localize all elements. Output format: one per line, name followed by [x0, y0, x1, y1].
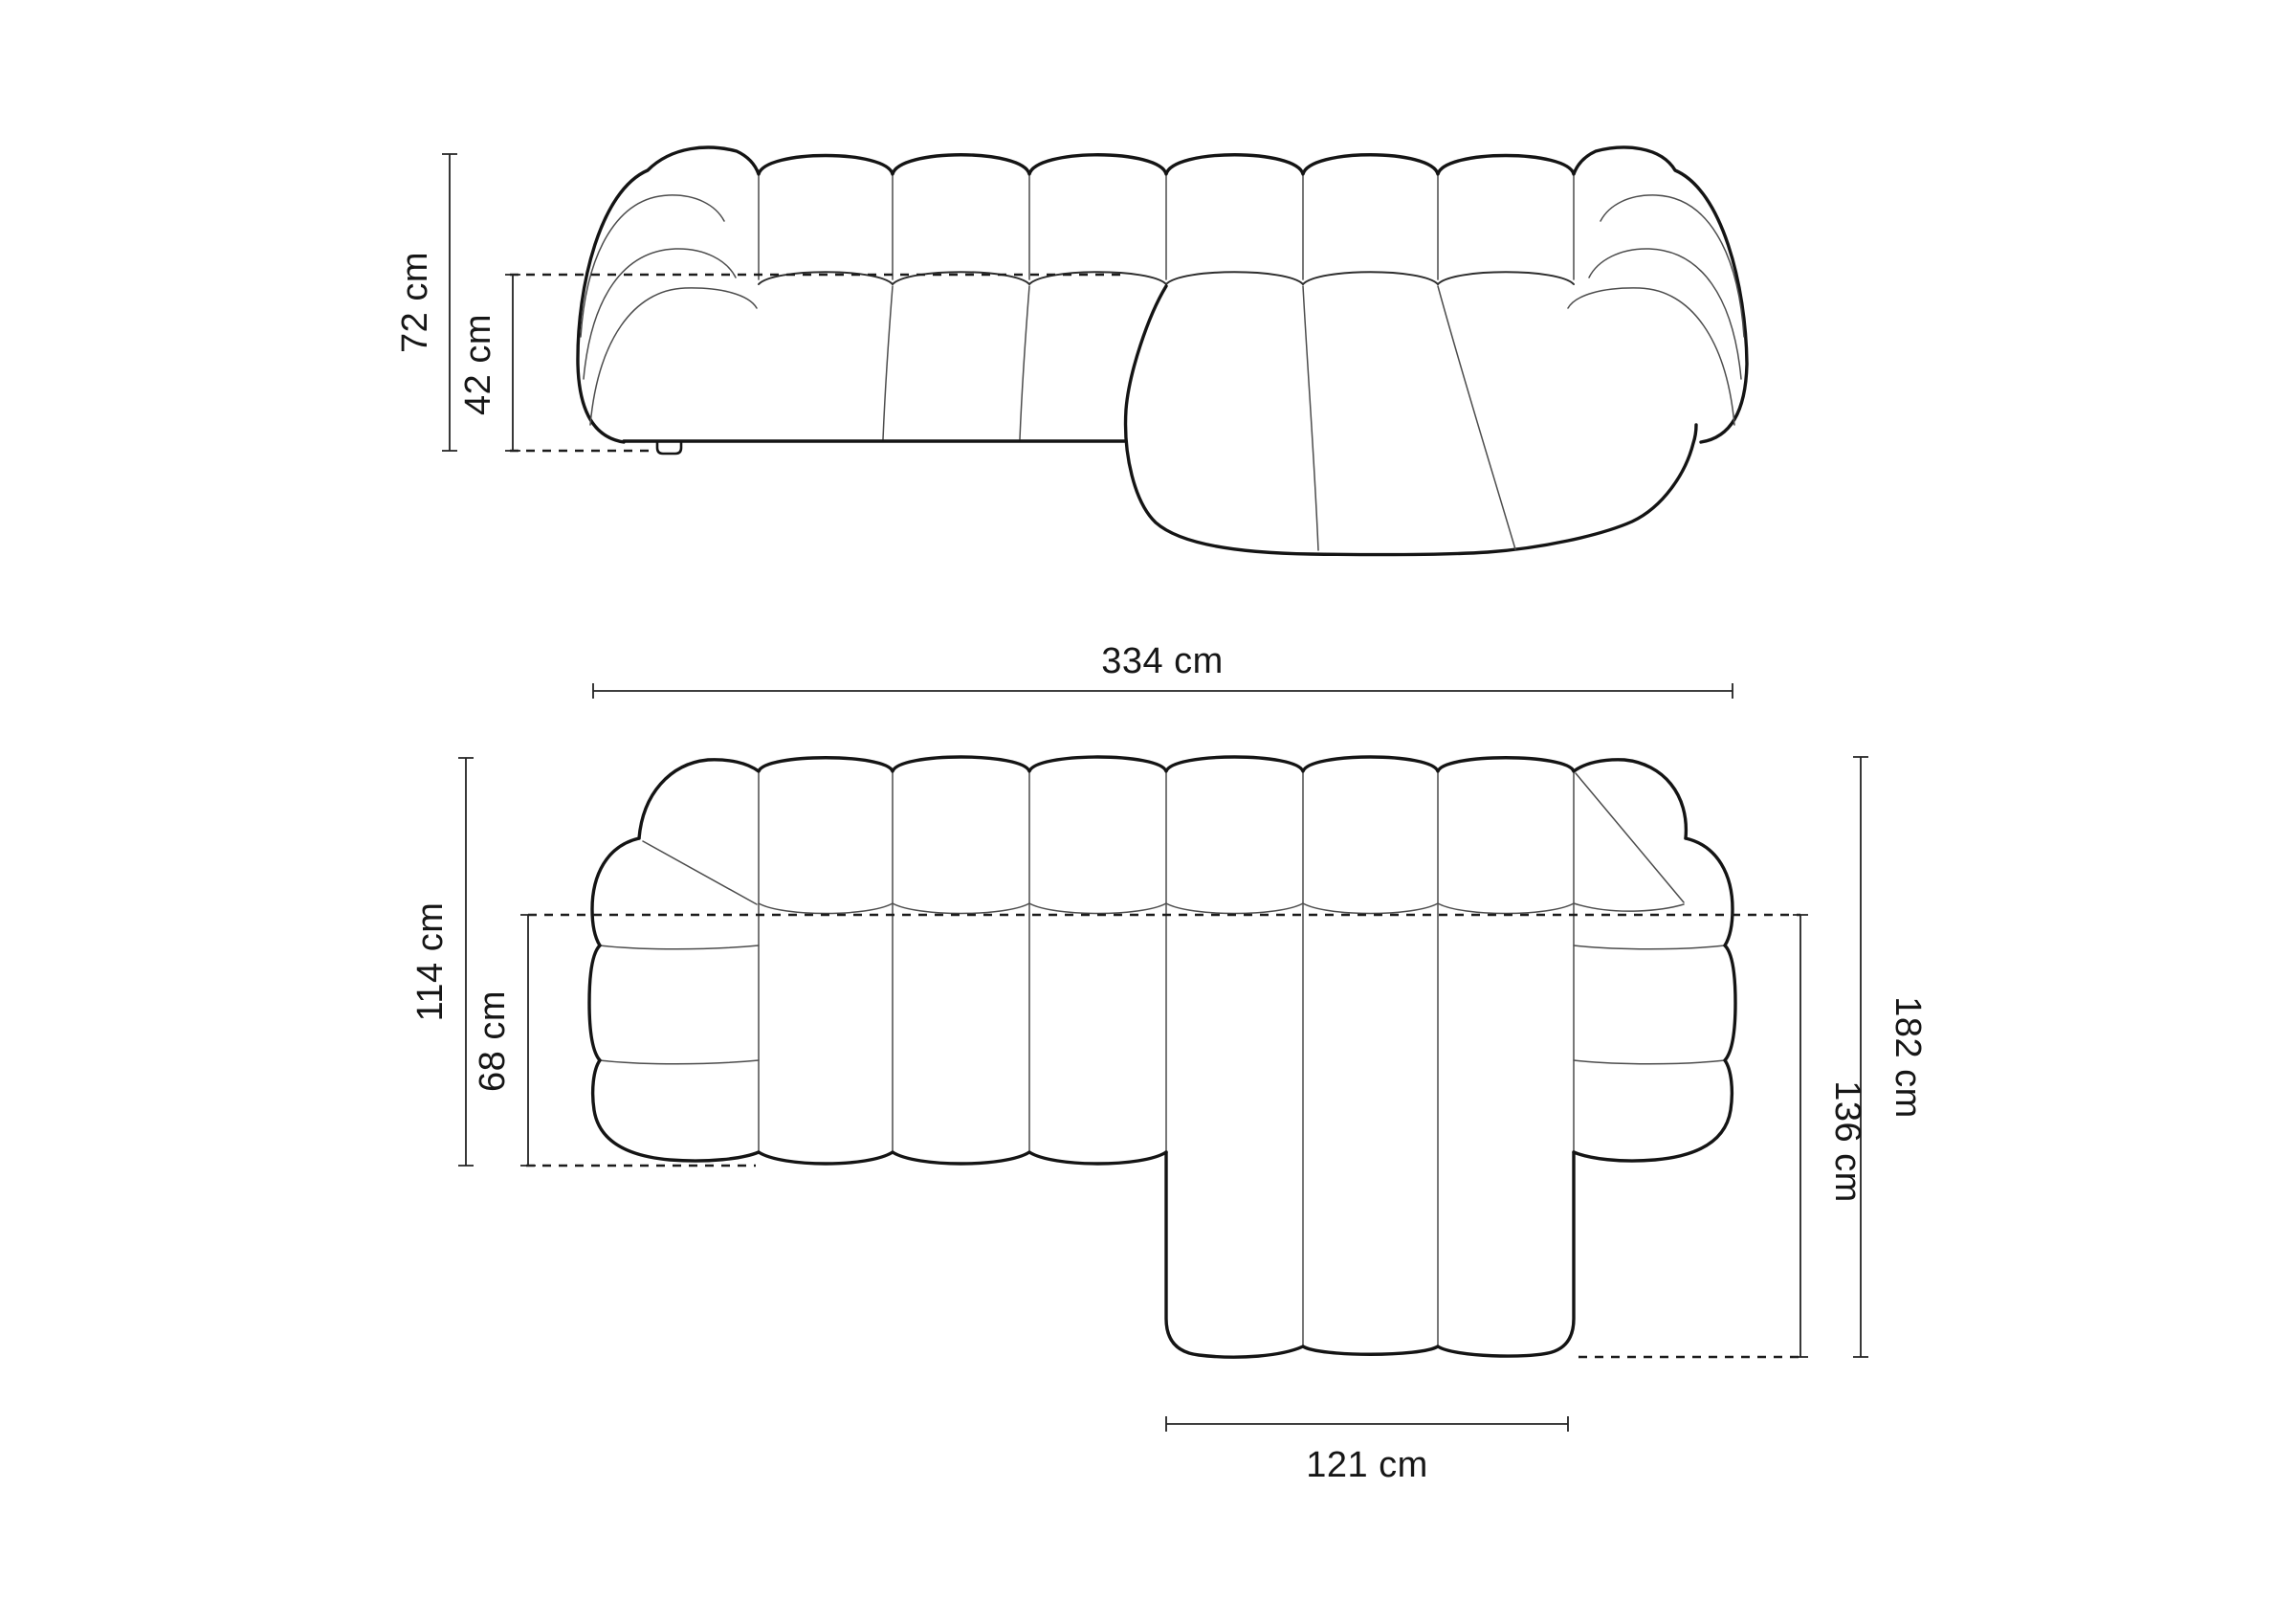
dim-overall-depth — [1853, 757, 1928, 1357]
dim-arm-depth — [410, 758, 474, 1166]
dim-seat-height — [458, 275, 520, 451]
front-right-arm-seams — [1568, 195, 1744, 425]
plan-right-arm — [1574, 838, 1735, 1161]
plan-left-arm — [589, 838, 759, 1161]
dim-overall-height — [395, 154, 457, 451]
plan-right-corner-diagonal — [1576, 773, 1684, 902]
overall-width-label: 334 cm — [1101, 641, 1224, 681]
front-leg — [657, 441, 681, 454]
overall-depth-label: 182 cm — [1888, 996, 1928, 1119]
plan-seat-front-arcs — [759, 1152, 1166, 1164]
front-seat-seams — [883, 286, 1029, 439]
front-elevation-view — [395, 147, 1747, 555]
front-left-arm-seams — [581, 195, 757, 425]
plan-chaise — [1166, 1152, 1574, 1357]
top-plan-view — [410, 757, 1928, 1485]
dim-overall-width — [593, 641, 1733, 699]
plan-back-front-arcs — [759, 903, 1684, 914]
seat-depth-label: 68 cm — [473, 990, 513, 1092]
overall-height-label: 72 cm — [395, 252, 435, 353]
dim-seat-depth — [473, 915, 536, 1166]
front-back-channel-seams — [759, 176, 1574, 279]
plan-back-outline — [639, 757, 1686, 838]
arm-depth-label: 114 cm — [410, 901, 451, 1022]
dim-chaise-width — [1166, 1416, 1568, 1485]
front-chaise — [1126, 286, 1696, 555]
chaise-width-label: 121 cm — [1306, 1445, 1428, 1485]
chaise-depth-label: 136 cm — [1827, 1080, 1867, 1203]
seat-height-label: 42 cm — [458, 314, 498, 415]
plan-left-corner-diagonal — [643, 841, 757, 904]
dim-chaise-depth — [1793, 915, 1867, 1357]
